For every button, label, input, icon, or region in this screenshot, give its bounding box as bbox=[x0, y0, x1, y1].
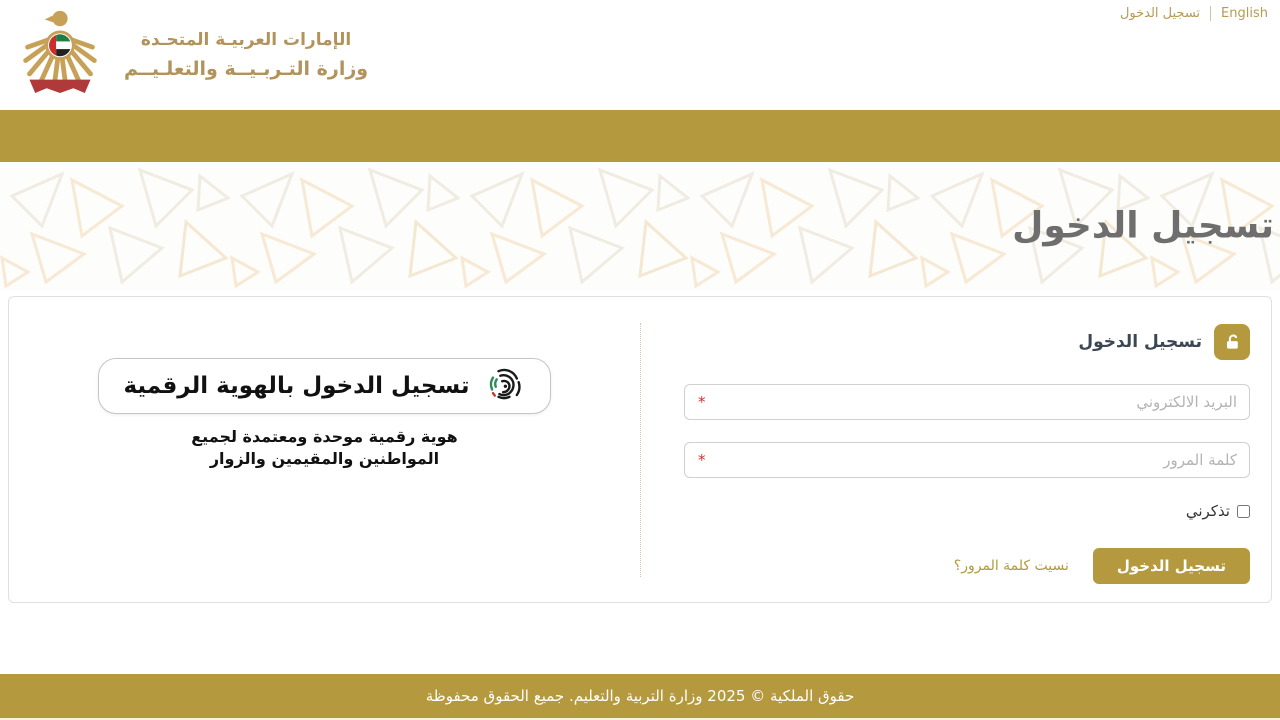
email-field-wrap bbox=[684, 384, 1250, 420]
footer bbox=[0, 674, 1280, 718]
forgot-password-link[interactable]: نسيت كلمة المرور؟ bbox=[953, 558, 1069, 574]
remember-label[interactable]: تذكرني bbox=[1185, 502, 1230, 520]
login-submit-button[interactable]: تسجيل الدخول bbox=[1093, 548, 1250, 584]
form-header bbox=[684, 324, 1250, 360]
login-card bbox=[8, 296, 1272, 603]
main-content bbox=[0, 296, 1280, 674]
country-name: الإمارات العربيـة المتحـدة bbox=[140, 30, 352, 50]
fingerprint-icon bbox=[482, 362, 526, 410]
uae-pass-login-button[interactable] bbox=[98, 358, 550, 414]
hero-banner bbox=[0, 162, 1280, 290]
brand-block bbox=[18, 4, 368, 102]
copyright-text: حقوق الملكية © 2025 وزارة التربية والتعليم. جميع الحقوق محفوظة bbox=[425, 687, 855, 705]
uae-pass-button-label: تسجيل الدخول بالهوية الرقمية bbox=[123, 373, 470, 399]
top-login-link[interactable]: تسجيل الدخول bbox=[1119, 6, 1201, 21]
uae-pass-subtext bbox=[9, 426, 640, 471]
ministry-name bbox=[124, 26, 368, 80]
form-actions bbox=[684, 548, 1250, 584]
password-input[interactable] bbox=[684, 442, 1250, 478]
credentials-form bbox=[640, 297, 1271, 602]
uae-pass-subtext-line2: المواطنين والمقيمين والزوار bbox=[209, 449, 440, 469]
link-separator bbox=[1210, 6, 1211, 21]
password-field-wrap bbox=[684, 442, 1250, 478]
uae-pass-subtext-line1: هوية رقمية موحدة ومعتمدة لجميع bbox=[191, 427, 458, 446]
uae-pass-section bbox=[9, 297, 640, 602]
password-required-marker: * bbox=[698, 451, 706, 469]
email-input[interactable] bbox=[684, 384, 1250, 420]
remember-row bbox=[684, 502, 1250, 520]
form-header-label: تسجيل الدخول bbox=[1078, 332, 1202, 352]
ministry-title: وزارة التـربـيــة والتعلـيــم bbox=[124, 58, 369, 80]
email-required-marker: * bbox=[698, 393, 706, 411]
top-nav bbox=[1120, 6, 1268, 21]
remember-checkbox[interactable] bbox=[1237, 505, 1250, 518]
page-title: تسجيل الدخول bbox=[1012, 205, 1274, 247]
uae-emblem-icon bbox=[18, 4, 102, 102]
card-divider bbox=[640, 323, 641, 577]
language-switch-link[interactable]: English bbox=[1221, 6, 1268, 21]
site-header bbox=[0, 0, 1280, 110]
gold-nav-bar bbox=[0, 110, 1280, 162]
unlock-icon bbox=[1214, 324, 1250, 360]
